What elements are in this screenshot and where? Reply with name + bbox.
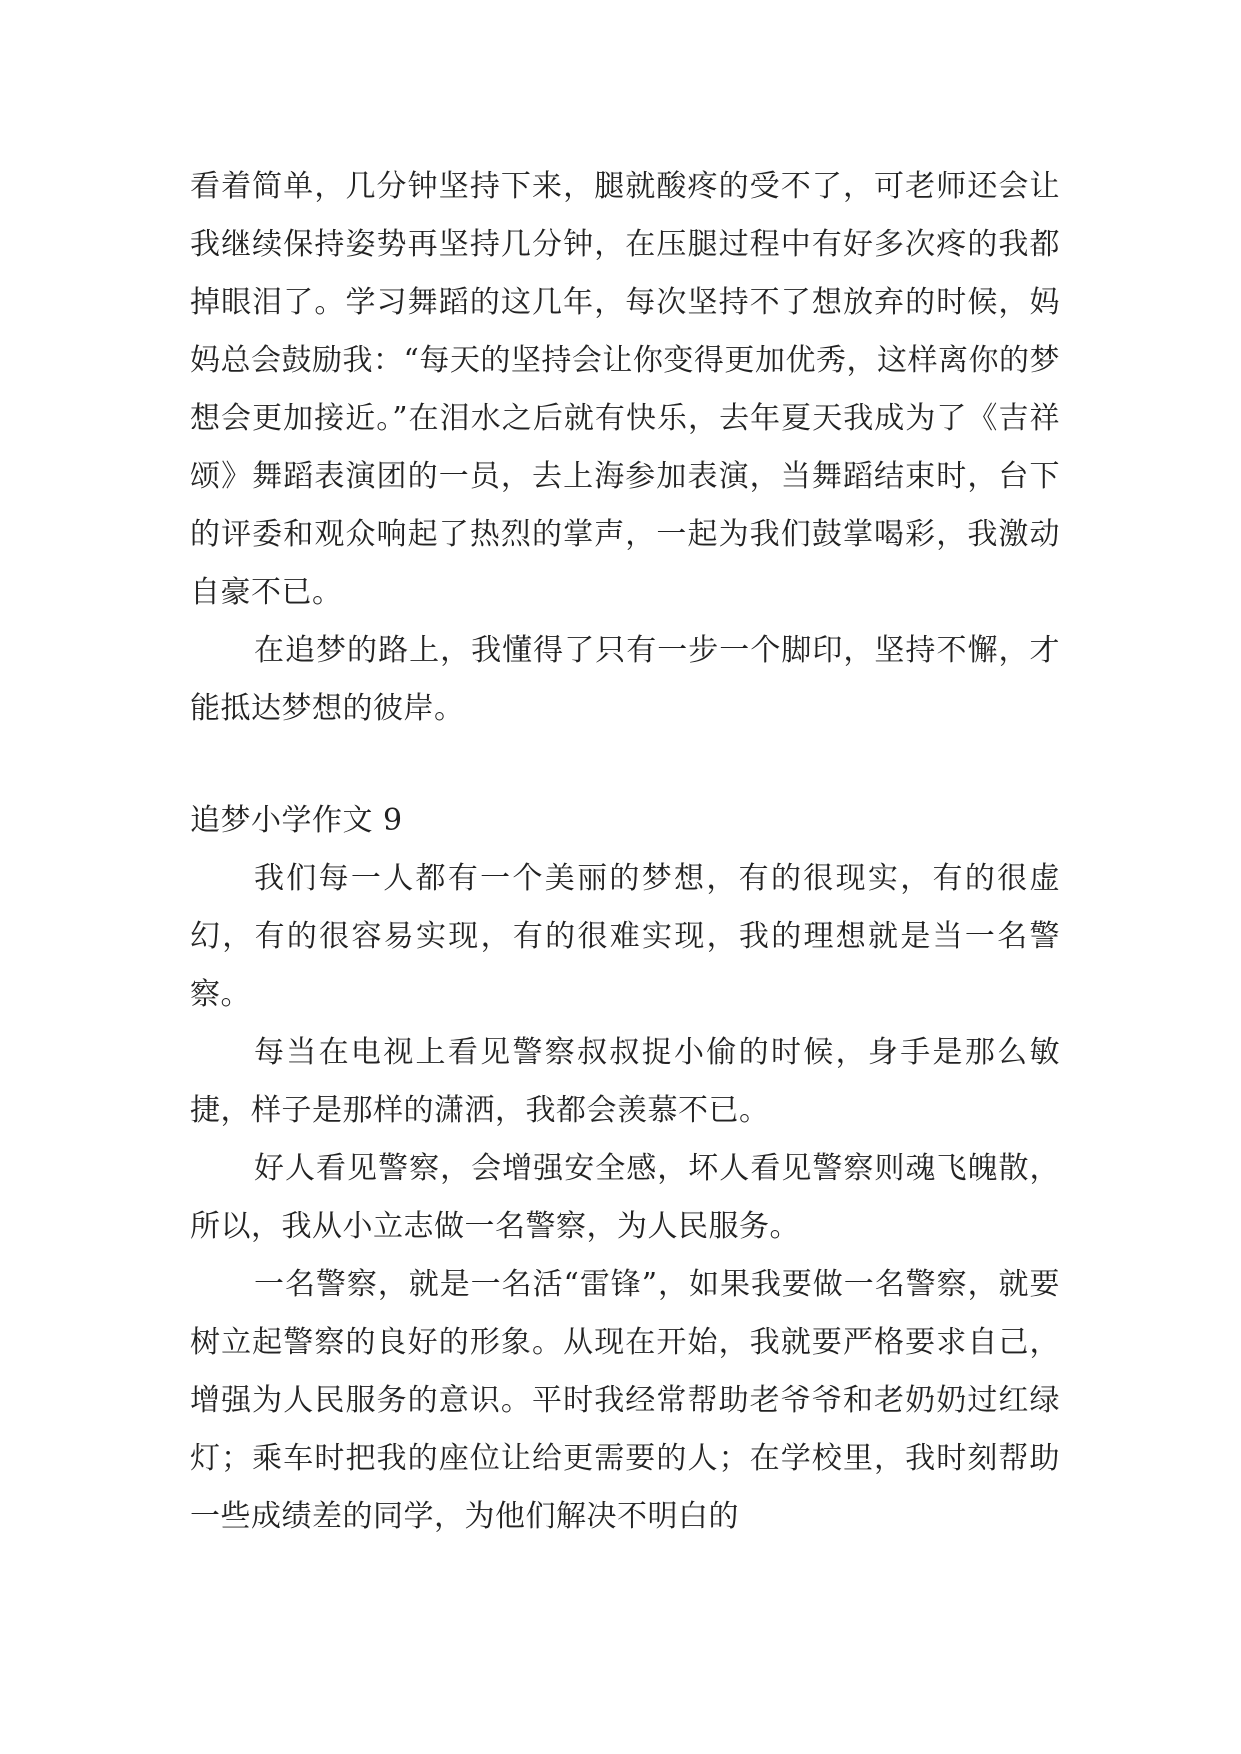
paragraph: 每当在电视上看见警察叔叔捉小偷的时候，身手是那么敏捷，样子是那样的潇洒，我都会羡慕不已。 xyxy=(190,1035,1060,1128)
paragraph: 好人看见警察，会增强安全感，坏人看见警察则魂飞魄散，所以，我从小立志做一名警察，为人民服务。 xyxy=(190,1151,1060,1244)
paragraph-continued: 看着简单，几分钟坚持下来，腿就酸疼的受不了，可老师还会让我继续保持姿势再坚持几分钟，在压腿过程中有好多次疼的我都掉眼泪了。学习舞蹈的这几年，每次坚持不了想放弃的时候，妈妈总会鼓励我：“每天的坚持会让你变得更加优秀，这样离你的梦想会更加接近。”在泪水之后就有快乐，去年夏天我成为了《吉祥颂》舞蹈表演团的一员，去上海参加表演，当舞蹈结束时，台下的评委和观众响起了热烈的掌声，一起为我们鼓掌喝彩，我激动自豪不已。 xyxy=(190,169,1060,610)
document-body xyxy=(190,158,1060,1546)
paragraph: 一名警察，就是一名活“雷锋”，如果我要做一名警察，就要树立起警察的良好的形象。从现在开始，我就要严格要求自己，增强为人民服务的意识。平时我经常帮助老爷爷和老奶奶过红绿灯；乘车时把我的座位让给更需要的人；在学校里，我时刻帮助一些成绩差的同学，为他们解决不明白的 xyxy=(190,1267,1060,1534)
paragraph: 在追梦的路上，我懂得了只有一步一个脚印，坚持不懈，才能抵达梦想的彼岸。 xyxy=(190,633,1060,726)
section-title: 追梦小学作文 9 xyxy=(190,803,403,838)
paragraph: 我们每一人都有一个美丽的梦想，有的很现实，有的很虚幻，有的很容易实现，有的很难实现，我的理想就是当一名警察。 xyxy=(190,861,1060,1012)
